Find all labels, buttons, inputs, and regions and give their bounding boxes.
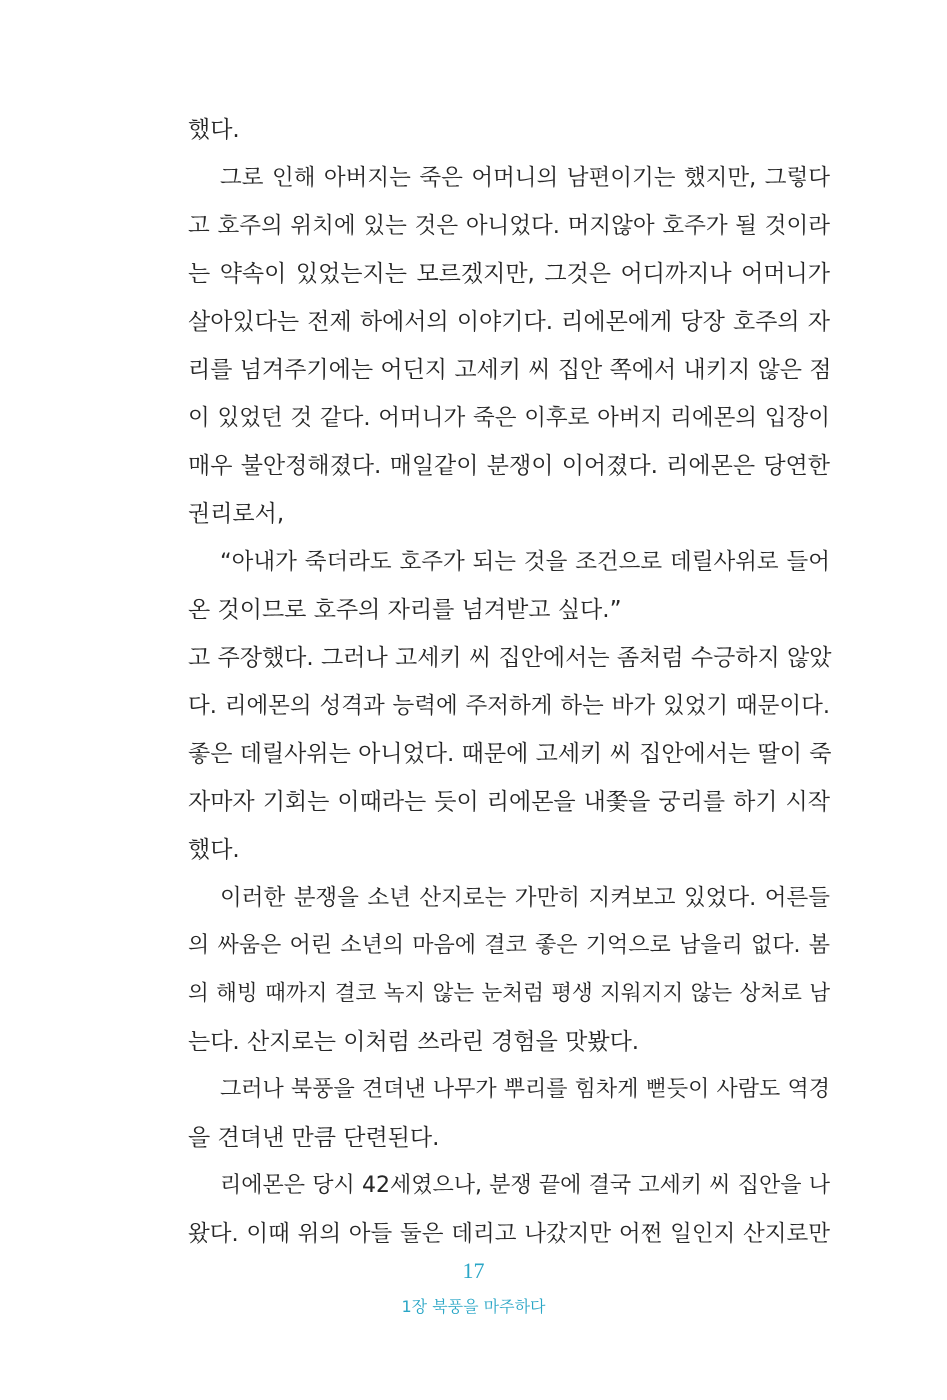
text-line: 는 약속이 있었는지는 모르겠지만, 그것은 어디까지나 어머니가 bbox=[188, 261, 830, 287]
text-line: 의 해빙 때까지 결코 녹지 않는 눈처럼 평생 지워지지 않는 상처로 남 bbox=[188, 981, 830, 1006]
text-line: 매우 불안정해졌다. 매일같이 분쟁이 이어졌다. 리에몬은 당연한 bbox=[188, 453, 830, 479]
text-line: 온 것이므로 호주의 자리를 넘겨받고 싶다.” bbox=[188, 597, 622, 623]
text-line: 다. 리에몬의 성격과 능력에 주저하게 하는 바가 있었기 때문이다. bbox=[188, 693, 830, 719]
text-line: 했다. bbox=[188, 837, 240, 863]
text-line: 그러나 북풍을 견뎌낸 나무가 뿌리를 힘차게 뻗듯이 사람도 역경 bbox=[220, 1077, 830, 1102]
text-line: 그로 인해 아버지는 죽은 어머니의 남편이기는 했지만, 그렇다 bbox=[220, 165, 830, 191]
text-line: 고 주장했다. 그러나 고세키 씨 집안에서는 좀처럼 수긍하지 않았 bbox=[188, 645, 832, 671]
text-line: 좋은 데릴사위는 아니었다. 때문에 고세키 씨 집안에서는 딸이 죽 bbox=[188, 741, 832, 767]
text-line: 살아있다는 전제 하에서의 이야기다. 리에몬에게 당장 호주의 자 bbox=[188, 309, 830, 335]
text-line: 을 견뎌낸 만큼 단련된다. bbox=[188, 1125, 440, 1151]
text-line: 권리로서, bbox=[188, 501, 285, 527]
text-line: 고 호주의 위치에 있는 것은 아니었다. 머지않아 호주가 될 것이라 bbox=[188, 213, 830, 239]
text-line: 왔다. 이때 위의 아들 둘은 데리고 나갔지만 어쩐 일인지 산지로만 bbox=[188, 1221, 830, 1247]
text-line: 자마자 기회는 이때라는 듯이 리에몬을 내쫓을 궁리를 하기 시작 bbox=[188, 789, 830, 815]
text-line: 리에몬은 당시 42세였으나, 분쟁 끝에 결국 고세키 씨 집안을 나 bbox=[220, 1173, 830, 1198]
text-line: 리를 넘겨주기에는 어딘지 고세키 씨 집안 쪽에서 내키지 않은 점 bbox=[188, 357, 832, 383]
chapter-title: 1장 북풍을 마주하다 bbox=[401, 1297, 546, 1316]
text-line: 의 싸움은 어린 소년의 마음에 결코 좋은 기억으로 남을리 없다. 봄 bbox=[188, 933, 830, 958]
page-number: 17 bbox=[462, 1258, 485, 1283]
text-line: 이 있었던 것 같다. 어머니가 죽은 이후로 아버지 리에몬의 입장이 bbox=[188, 405, 830, 431]
text-line: 이러한 분쟁을 소년 산지로는 가만히 지켜보고 있었다. 어른들 bbox=[220, 885, 830, 911]
text-line: “아내가 죽더라도 호주가 되는 것을 조건으로 데릴사위로 들어 bbox=[220, 549, 830, 575]
text-line: 했다. bbox=[188, 117, 240, 143]
text-line: 는다. 산지로는 이처럼 쓰라린 경험을 맛봤다. bbox=[188, 1029, 640, 1055]
